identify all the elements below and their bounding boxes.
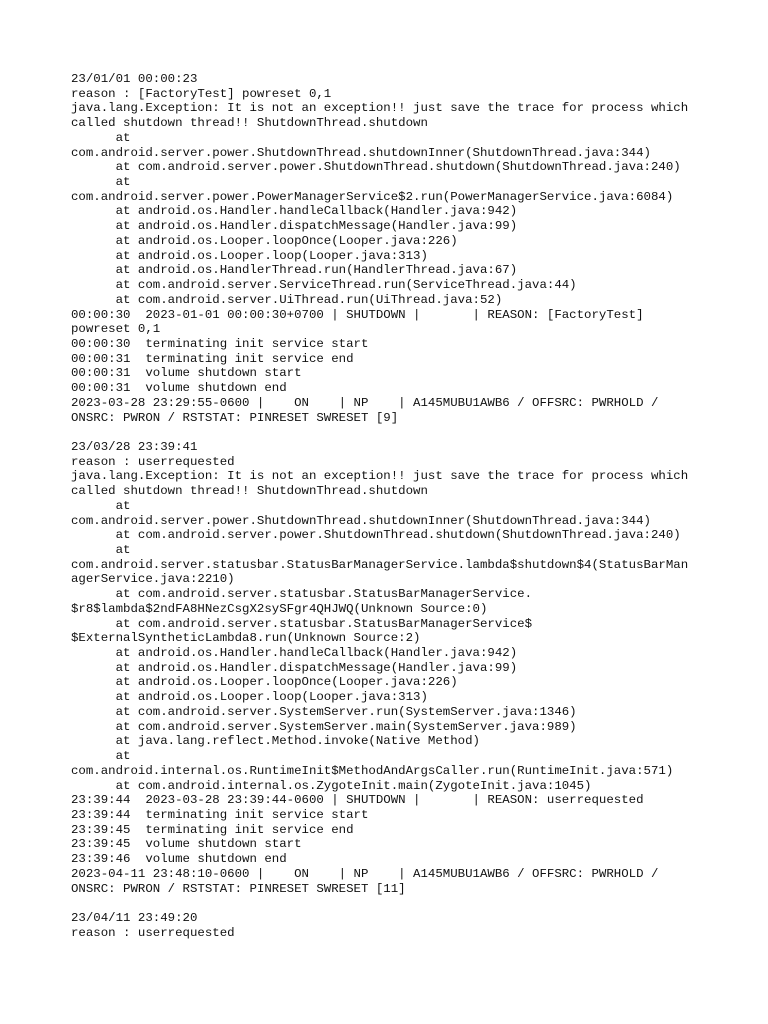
log-line: com.android.server.power.PowerManagerService$2.run(PowerManagerService.java:6084)	[71, 189, 674, 204]
log-line: com.android.server.statusbar.StatusBarManagerService.lambda$shutdown$4(StatusBarMan	[71, 557, 689, 572]
log-line: at	[71, 749, 131, 764]
log-line: at	[71, 498, 131, 513]
log-line: $r8$lambda$2ndFA8HNezCsgX2sySFgr4QHJWQ(Unknown Source:0)	[71, 601, 488, 616]
log-line: 00:00:30 2023-01-01 00:00:30+0700 | SHUTDOWN | | REASON: [FactoryTest]	[71, 307, 644, 322]
log-line: ONSRC: PWRON / RSTSTAT: PINRESET SWRESET [11]	[71, 881, 406, 896]
log-line: reason : userrequested	[71, 454, 235, 469]
log-line: called shutdown thread!! ShutdownThread.shutdown	[71, 116, 428, 131]
log-line: $ExternalSyntheticLambda8.run(Unknown Source:2)	[71, 631, 421, 646]
log-line: 23/03/28 23:39:41	[71, 439, 198, 454]
log-line: 23/04/11 23:49:20	[71, 910, 198, 925]
log-line: java.lang.Exception: It is not an exception!! just save the trace for process which	[71, 101, 689, 116]
log-line: ONSRC: PWRON / RSTSTAT: PINRESET SWRESET [9]	[71, 410, 399, 425]
log-line: 23:39:44 terminating init service start	[71, 807, 369, 822]
log-line: 23:39:45 terminating init service end	[71, 822, 354, 837]
log-line: at android.os.Looper.loopOnce(Looper.java:226)	[71, 233, 458, 248]
log-line: at android.os.Looper.loop(Looper.java:313)	[71, 690, 428, 705]
log-line: 23:39:45 volume shutdown start	[71, 837, 302, 852]
log-line: com.android.server.power.ShutdownThread.shutdownInner(ShutdownThread.java:344)	[71, 513, 651, 528]
log-line: at com.android.server.SystemServer.main(SystemServer.java:989)	[71, 719, 577, 734]
log-line: at com.android.server.ServiceThread.run(ServiceThread.java:44)	[71, 278, 577, 293]
blank-line	[71, 896, 711, 911]
log-line: 00:00:30 terminating init service start	[71, 336, 369, 351]
log-line: at android.os.Handler.handleCallback(Handler.java:942)	[71, 204, 518, 219]
log-line: java.lang.Exception: It is not an exception!! just save the trace for process which	[71, 469, 689, 484]
log-line: 2023-03-28 23:29:55-0600 | ON | NP | A145MUBU1AWB6 / OFFSRC: PWRHOLD /	[71, 395, 659, 410]
log-line: com.android.internal.os.RuntimeInit$MethodAndArgsCaller.run(RuntimeInit.java:571)	[71, 763, 674, 778]
log-line: agerService.java:2210)	[71, 572, 235, 587]
log-line: 2023-04-11 23:48:10-0600 | ON | NP | A145MUBU1AWB6 / OFFSRC: PWRHOLD /	[71, 866, 659, 881]
log-line: 00:00:31 terminating init service end	[71, 351, 354, 366]
log-line: at java.lang.reflect.Method.invoke(Native Method)	[71, 734, 480, 749]
log-line: 23:39:44 2023-03-28 23:39:44-0600 | SHUTDOWN | | REASON: userrequested	[71, 793, 644, 808]
log-line: at com.android.server.power.ShutdownThread.shutdown(ShutdownThread.java:240)	[71, 160, 681, 175]
log-line: at android.os.Looper.loop(Looper.java:313)	[71, 248, 428, 263]
log-line: at com.android.server.SystemServer.run(SystemServer.java:1346)	[71, 704, 577, 719]
log-line: at android.os.Looper.loopOnce(Looper.java:226)	[71, 675, 458, 690]
log-line: reason : userrequested	[71, 925, 235, 940]
log-line: at	[71, 175, 131, 190]
log-line: at android.os.Handler.dispatchMessage(Handler.java:99)	[71, 660, 518, 675]
log-line: at com.android.server.power.ShutdownThread.shutdown(ShutdownThread.java:240)	[71, 528, 681, 543]
log-line: at android.os.HandlerThread.run(HandlerThread.java:67)	[71, 263, 518, 278]
log-line: com.android.server.power.ShutdownThread.shutdownInner(ShutdownThread.java:344)	[71, 145, 651, 160]
log-line: at com.android.server.statusbar.StatusBarManagerService.	[71, 587, 533, 602]
log-line: at	[71, 130, 131, 145]
log-line: 23/01/01 00:00:23	[71, 72, 198, 86]
log-line: at com.android.server.statusbar.StatusBarManagerService$	[71, 616, 533, 631]
log-document	[71, 72, 711, 940]
log-line: reason : [FactoryTest] powreset 0,1	[71, 86, 332, 101]
log-line: 00:00:31 volume shutdown start	[71, 366, 302, 381]
log-line: 00:00:31 volume shutdown end	[71, 381, 287, 396]
log-line: called shutdown thread!! ShutdownThread.shutdown	[71, 484, 428, 499]
log-line: at com.android.server.UiThread.run(UiThread.java:52)	[71, 292, 503, 307]
blank-line	[71, 425, 711, 440]
log-line: at	[71, 543, 131, 557]
log-line: at com.android.internal.os.ZygoteInit.main(ZygoteInit.java:1045)	[71, 778, 592, 793]
log-line: 23:39:46 volume shutdown end	[71, 852, 287, 867]
log-line: at android.os.Handler.handleCallback(Handler.java:942)	[71, 646, 518, 661]
log-line: at android.os.Handler.dispatchMessage(Handler.java:99)	[71, 219, 518, 234]
log-line: powreset 0,1	[71, 322, 161, 337]
